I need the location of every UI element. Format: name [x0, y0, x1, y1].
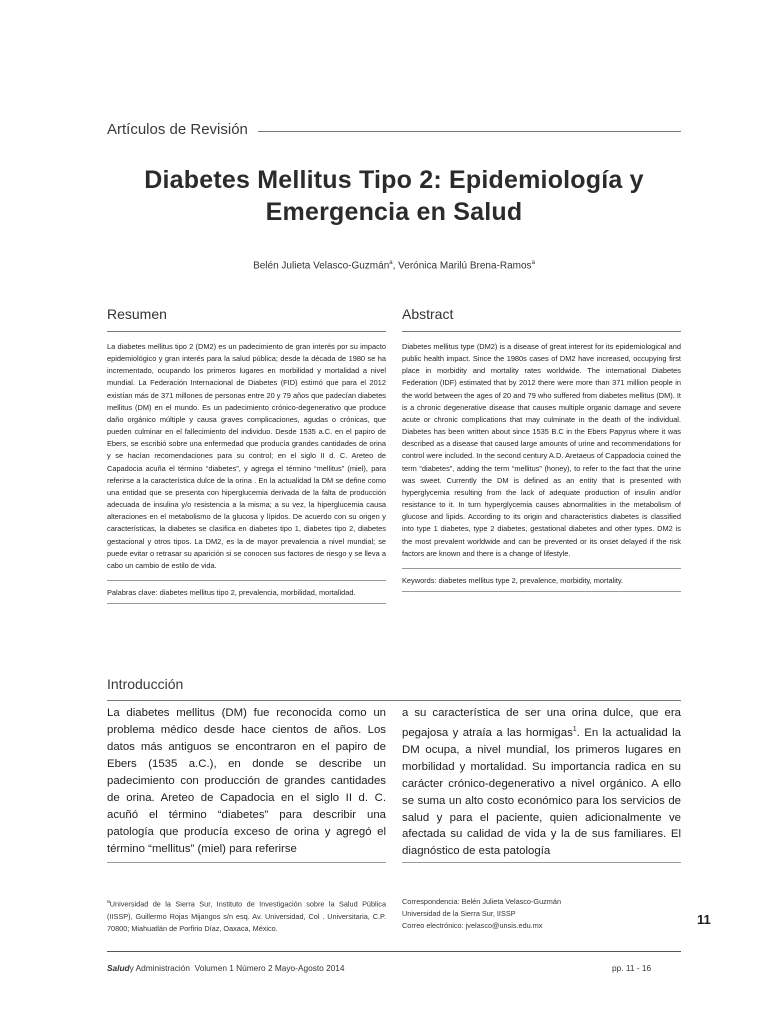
article-title: Diabetes Mellitus Tipo 2: Epidemiología y Emergencia en Salud	[144, 166, 644, 226]
section-label: Artículos de Revisión	[107, 121, 248, 138]
abstract-text: Diabetes mellitus type (DM2) is a disease of great interest for its epidemiological and public health impact. Since the 1980s cases of DM2 have increased, occupying first place in morbidity and mortality rates worldwide. The international Diabetes Federation (IDF) estimated that by 2012 there were more than 371 million people in the world between the ages of 20 and 79 who suffered from diabetes mellitus (DM). It is a chronic degenerative disease that causes multiple organic damage and severe acute or chronic complications that may culminate in the death of the individual. Diabetes has been written about since 1535 B.C in the Ebers Papyrus where it was described as a disease that caused large amounts of urine and recommendations for control were included. In the second century A.D. Aretaeus of Cappadocia coined the term “diabetes”, adding the term “mellitus” (honey), to refer to the fact that the urine was sweet. Currently the DM is defined as an entity that is presented with hyperglycemia resulting from the lack of adequate production of insulin and/or resistance to it. In turn hyperglycemia causes abnormalities in the metabolism of glucose and lipids. According to its origin and characteristics diabetes is classified into type 1 diabetes, type 2 diabetes, gestational diabetes and other types. DM2 is the most prevalent worldwide and can be prevented or its onset delayed if the risk factors are known and there is a change of lifestyle.	[402, 342, 681, 558]
resumen-section	[107, 306, 386, 604]
page-number: 11	[697, 912, 711, 927]
author-separator: ,	[392, 260, 399, 272]
abstract-keywords: Keywords: diabetes mellitus type 2, prevalence, morbidity, mortality.	[402, 575, 624, 585]
affiliation-mark: a	[531, 260, 535, 266]
footer-divider	[107, 951, 681, 952]
author-name: Belén Julieta Velasco-Guzmán	[253, 260, 390, 272]
journal-footer	[107, 963, 345, 973]
intro-heading: Introducción	[107, 676, 184, 692]
affiliation-mark: a	[107, 899, 110, 905]
keywords-divider	[402, 568, 681, 569]
resumen-divider	[107, 331, 386, 332]
abstract-heading: Abstract	[402, 306, 454, 322]
resumen-heading: Resumen	[107, 306, 167, 322]
correspondence-divider	[402, 862, 681, 863]
intro-divider	[107, 700, 681, 701]
footnote-divider	[107, 862, 386, 863]
abstract-section	[402, 306, 681, 592]
intro-text: a su característica de ser una orina dulce, que era pegajosa y atraía a las hormigas	[402, 707, 681, 739]
resumen-keywords: Palabras clave: diabetes mellitus tipo 2, prevalencia, morbilidad, mortalidad.	[107, 587, 356, 597]
correspondence-institution: Universidad de la Sierra Sur, IISSP	[402, 909, 516, 919]
intro-column-left: La diabetes mellitus (DM) fue reconocida como un problema médico desde hace cientos de años. Los datos más antiguos se encontraron en el papiro de Ebers (1535 a.C.), en donde se describe un padecimiento con producción de grandes cantidades de orina. Areteo de Capadocia en el siglo II d. C. acuñó el término “diabetes” para describir una patología que producía exceso de orina y agregó el término “mellitus” (miel) para referirse	[107, 707, 386, 855]
resumen-text: La diabetes mellitus tipo 2 (DM2) es un padecimiento de gran interés por su impacto epidemiológico y gran interés para la salud pública; desde la década de 1980 se ha incrementado, ocupando los primeros lugares en morbilidad y mortalidad a nivel mundial. La Federación Internacional de Diabetes (FID) estimó que para el 2012 existían más de 371 millones de personas entre 20 y 79 años que padecían diabetes mellitus (DM) en el mundo. Es un padecimiento crónico-degenerativo que produce daño orgánico múltiple y causa graves complicaciones, agudas o crónicas, que pueden culminar en el fallecimiento del individuo. Desde 1535 a.C. en el papiro de Ebers, se escribió sobre una enfermedad que producía grandes cantidades de orina y se hacían recomendaciones para su control; en el siglo II d. C. Areteo de Capadocia acuña el término “diabetes”, y agrega el término “mellitus” (miel), para referirse a la característica dulce de la orina . En la actualidad la DM se define como una entidad que se presenta con hiperglucemia derivada de la falta de producción adecuada de insulina y/o resistencia a la misma; a su vez, la hiperglucemia causa alteraciones en el metabolismo de la glucosa y lípidos. De acuerdo con su origen y características, la diabetes se clasifica en diabetes tipo 1, diabetes tipo 2, diabetes gestacional y otros tipos. La DM2, es la de mayor prevalencia a nivel mundial; se puede evitar o retrasar su aparición si se conocen sus factores de riesgo y se lleva a cabo un cambio de estilo de vida.	[107, 342, 386, 570]
citation-mark: 1	[572, 725, 577, 733]
correspondence-name: Correspondencia: Belén Julieta Velasco-Guzmán	[402, 897, 561, 906]
journal-name-bold: Salud	[107, 963, 130, 973]
affiliation-footnote	[107, 896, 386, 935]
intro-text: . En la actualidad la DM ocupa, a nivel mundial, los primeros lugares en morbilidad y mortalidad. Su importancia radica en su carácter crónico-degenerativo a nivel orgánico. A ello se suma un alto costo económico para los servicios de salud y para el paciente, quien adicionalmente ve afectada su calidad de vida y la de sus familiares. El diagnóstico de esta patología	[402, 726, 681, 858]
affiliation-text: Universidad de la Sierra Sur, Instituto de Investigación sobre la Salud Pública (IISSP), Guillermo Rojas Mijangos s/n esq. Av. Universidad, Col . Universitaria, C.P. 70800; Miahuatlán de Porfirio Díaz, Oaxaca, México.	[107, 899, 386, 933]
keywords-end-divider	[402, 591, 681, 592]
journal-issue: Volumen 1 Número 2 Mayo-Agosto 2014	[194, 963, 345, 973]
abstract-divider	[402, 331, 681, 332]
journal-name: y Administración	[129, 963, 191, 973]
correspondence-email[interactable]: Correo electrónico: jvelasco@unsis.edu.mx	[402, 921, 543, 931]
correspondence-block	[402, 896, 681, 933]
affiliation-mark: a	[389, 260, 393, 266]
page-range: pp. 11 - 16	[612, 963, 652, 973]
author-name: Verónica Marilú Brena-Ramos	[398, 260, 532, 272]
keywords-divider	[107, 580, 386, 581]
keywords-end-divider	[107, 603, 386, 604]
author-line	[107, 260, 681, 271]
section-divider	[258, 131, 681, 132]
intro-column-right	[402, 705, 681, 860]
